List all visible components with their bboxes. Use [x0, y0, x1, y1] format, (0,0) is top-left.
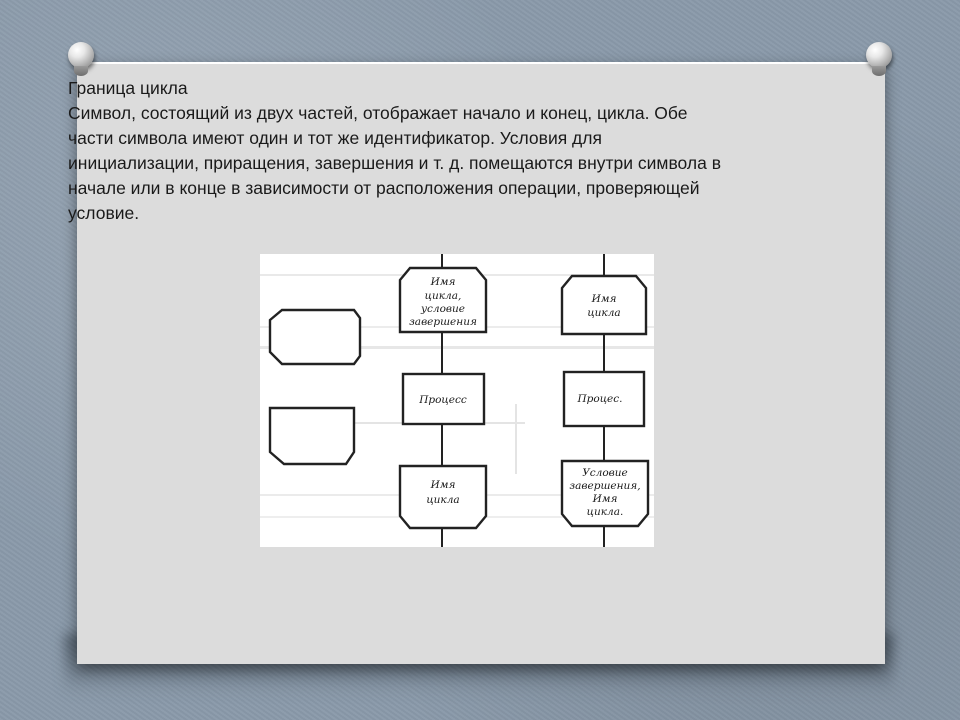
symbol-label: завершения [409, 316, 477, 328]
symbol-label: Условие [582, 467, 628, 479]
process-label: Процес. [577, 393, 623, 405]
flowchart-left [400, 254, 486, 547]
flowchart-right [562, 254, 648, 547]
symbol-label: завершения, [569, 480, 641, 492]
slide-paragraph-line: условие. [68, 203, 140, 223]
symbol-label: Имя [592, 493, 618, 505]
symbol-label: цикла, [424, 290, 462, 302]
symbol-label: цикла [587, 307, 621, 319]
loop-start-symbol [562, 276, 646, 334]
process-label: Процесс [419, 394, 467, 406]
symbol-label: условие [420, 303, 466, 315]
slide-paragraph-line: части символа имеют один и тот же идентификатор. Условия для [68, 128, 602, 148]
pin-icon [68, 42, 94, 68]
symbol-label: Имя [430, 276, 456, 288]
loop-end-symbol [270, 408, 354, 464]
slide-paragraph-line: инициализации, приращения, завершения и т. д. помещаются внутри символа в [68, 153, 722, 173]
slide-paragraph-line: начале или в конце в зависимости от расположения операции, проверяющей [68, 178, 700, 198]
symbol-label: Имя [591, 293, 617, 305]
flowchart-svg [260, 254, 654, 547]
loop-boundary-figure [260, 254, 654, 547]
symbol-label: Имя [430, 479, 456, 491]
loop-start-symbol [270, 310, 360, 364]
slide-title: Граница цикла [68, 78, 188, 98]
slide-paragraph-line: Символ, состоящий из двух частей, отображает начало и конец, цикла. Обе [68, 103, 688, 123]
symbol-label: цикла. [586, 506, 624, 518]
pin-icon [866, 42, 892, 68]
slide-text [68, 76, 869, 226]
symbol-label: цикла [426, 494, 460, 506]
